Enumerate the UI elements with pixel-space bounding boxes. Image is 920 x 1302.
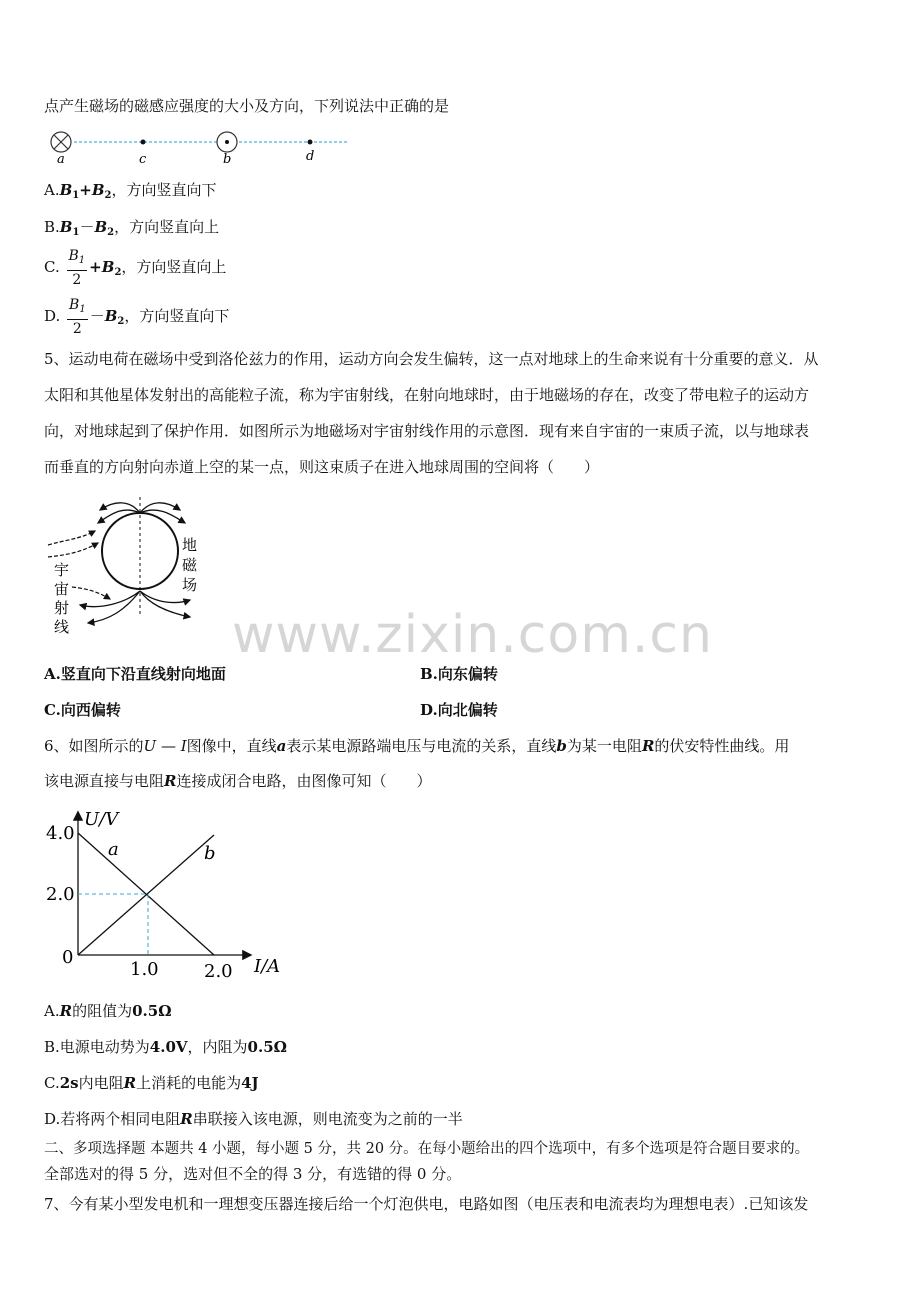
earth-magnetic-field-figure <box>40 495 240 645</box>
section2-instructions-line-1: 二、多项选择题 本题共 4 小题，每小题 5 分，共 20 分。在每小题给出的四个选项中，有多个选项是符合题目要求的。 <box>44 1141 810 1157</box>
point-c <box>141 140 146 145</box>
y-tick-label: 4.0 <box>46 823 75 844</box>
q5-text-line-4: 而垂直的方向射向赤道上空的某一点，则这束质子在进入地球周围的空间将（ ） <box>44 458 600 476</box>
label-c: c <box>139 152 147 167</box>
q6-option-c[interactable]: C.2s内电阻R上消耗的电能为4J <box>44 1074 259 1092</box>
section2-instructions-line-2: 全部选对的得 5 分，选对但不全的得 3 分，有选错的得 0 分。 <box>44 1165 462 1183</box>
q6-text-line-2: 该电源直接与电阻R连接成闭合电路，由图像可知（ ） <box>44 772 432 790</box>
right-label-char: 场 <box>182 576 198 594</box>
point-d <box>308 140 313 145</box>
q5-option-d[interactable]: D.向北偏转 <box>420 701 498 719</box>
left-label-char: 宇 <box>54 561 70 579</box>
q4-option-b[interactable]: $B.B_1-B_2$，方向竖直向上 <box>44 218 220 238</box>
label-d: d <box>306 149 315 164</box>
x-tick-label: 1.0 <box>130 959 159 980</box>
fraction: $\frac{B_1}{2}$ <box>69 297 86 337</box>
q5-option-b[interactable]: B.向东偏转 <box>420 665 498 683</box>
wire-figure <box>44 128 354 168</box>
q4-intro: 点产生磁场的磁感应强度的大小及方向，下列说法中正确的是 <box>44 97 450 115</box>
cosmic-ray-arrow <box>48 531 95 545</box>
y-tick-label: 2.0 <box>46 884 75 905</box>
q5-text-line-1: 5、运动电荷在磁场中受到洛伦兹力的作用，运动方向会发生偏转，这一点对地球上的生命来说有十分重要的意义．从 <box>44 350 819 368</box>
left-label-char: 宙 <box>54 580 70 598</box>
label-a: a <box>57 152 65 167</box>
left-label-char: 射 <box>54 599 70 617</box>
q6-option-d[interactable]: D.若将两个相同电阻R串联接入该电源，则电流变为之前的一半 <box>44 1110 463 1128</box>
line-a-label: a <box>108 839 119 860</box>
y-axis-label: U/V <box>84 809 119 830</box>
q4-option-a[interactable]: $A.B_1+B_2$，方向竖直向下 <box>44 181 217 201</box>
line-b-label: b <box>204 843 216 864</box>
y-tick-label: 0 <box>62 947 74 968</box>
right-label-char: 磁 <box>182 556 198 574</box>
label-b: b <box>223 152 232 167</box>
fraction: $\frac{B_1}{2}$ <box>68 248 86 288</box>
q4-option-c[interactable]: C. $\frac{B_1}{2}$ $+B_2$，方向竖直向上 <box>44 248 227 288</box>
cosmic-ray-arrow <box>72 587 110 599</box>
x-axis-label: I/A <box>254 956 281 977</box>
q5-text-line-3: 向，对地球起到了保护作用．如图所示为地磁场对宇宙射线作用的示意图．现有来自宇宙的一束质子流，以与地球表 <box>44 422 810 440</box>
q6-option-b[interactable]: B.电源电动势为4.0V，内阻为0.5Ω <box>44 1038 287 1056</box>
q7-text-line-1: 7、今有某小型发电机和一理想变压器连接后给一个灯泡供电，电路如图（电压表和电流表均为理想电表）.已知该发 <box>44 1195 809 1213</box>
x-tick-label: 2.0 <box>204 961 233 982</box>
q6-option-a[interactable]: A.R的阻值为0.5Ω <box>44 1002 172 1020</box>
q5-text-line-2: 太阳和其他星体发射出的高能粒子流，称为宇宙射线，在射向地球时，由于地磁场的存在，改变了带电粒子的运动方 <box>44 386 810 404</box>
left-label-char: 线 <box>54 618 70 636</box>
q6-text-line-1: 6、如图所示的U — I图像中，直线a表示某电源路端电压与电流的关系，直线b为某一电阻R的伏安特性曲线。用 <box>44 737 790 755</box>
cosmic-ray-arrow <box>48 543 98 557</box>
q4-option-d[interactable]: D. $\frac{B_1}{2}$ $-B_2$，方向竖直向下 <box>44 297 230 337</box>
right-label-char: 地 <box>182 536 198 554</box>
q5-option-a[interactable]: A.竖直向下沿直线射向地面 <box>44 665 226 683</box>
q5-option-c[interactable]: C.向西偏转 <box>44 701 121 719</box>
watermark: www.zixin.com.cn <box>232 605 713 665</box>
u-i-graph <box>44 805 294 985</box>
